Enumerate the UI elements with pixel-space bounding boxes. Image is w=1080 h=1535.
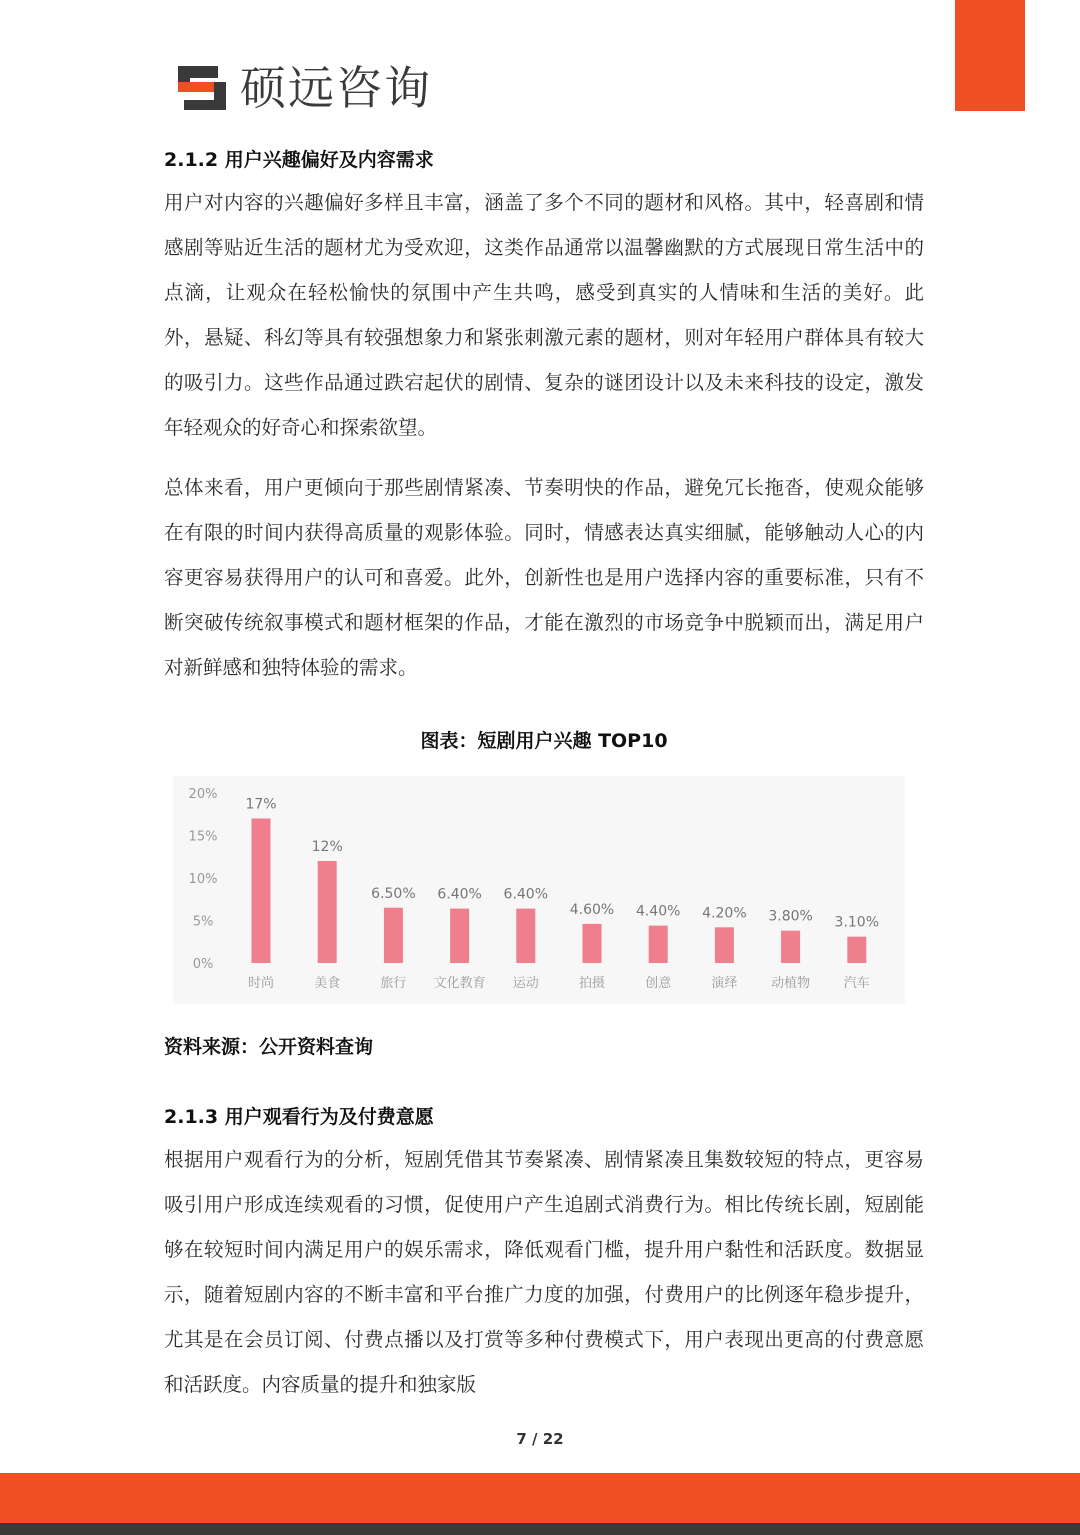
corner-accent-block	[955, 0, 1025, 111]
paragraph: 根据用户观看行为的分析，短剧凭借其节奏紧凑、剧情紧凑且集数较短的特点，更容易吸引用户形成连续观看的习惯，促使用户产生追剧式消费行为。相比传统长剧，短剧能够在较短时间内满足用户的娱乐需求，降低观看门槛，提升用户黏性和活跃度。数据显示，随着短剧内容的不断丰富和平台推广力度的加强，付费用户的比例逐年稳步提升，尤其是在会员订阅、付费点播以及打赏等多种付费模式下，用户表现出更高的付费意愿和活跃度。内容质量的提升和独家版	[164, 1148, 924, 1396]
page-content	[164, 140, 924, 1407]
data-label: 3.80%	[768, 908, 813, 925]
data-label: 3.10%	[834, 914, 880, 931]
y-tick-label: 5%	[192, 914, 214, 930]
y-tick-label: 10%	[188, 872, 218, 887]
section-heading-interest: 2.1.2 用户兴趣偏好及内容需求	[164, 149, 434, 171]
y-tick-label: 0%	[192, 957, 214, 972]
x-tick-label: 美食	[314, 976, 341, 991]
bar	[847, 937, 866, 963]
figure-source: 资料来源：公开资料查询	[164, 1036, 374, 1058]
bar-chart-svg	[173, 776, 905, 1004]
data-label: 4.40%	[635, 903, 681, 920]
s-logo-icon	[176, 64, 230, 112]
data-label: 6.50%	[371, 885, 416, 902]
bar	[252, 819, 271, 964]
x-tick-label: 动植物	[771, 976, 811, 991]
paragraph: 用户对内容的兴趣偏好多样且丰富，涵盖了多个不同的题材和风格。其中，轻喜剧和情感剧等贴近生活的题材尤为受欢迎，这类作品通常以温馨幽默的方式展现日常生活中的点滴，让观众在轻松愉快的氛围中产生共鸣，感受到真实的人情味和生活的美好。此外，悬疑、科幻等具有较强想象力和紧张刺激元素的题材，则对年轻用户群体具有较大的吸引力。这些作品通过跌宕起伏的剧情、复杂的谜团设计以及未来科技的设定，激发年轻观众的好奇心和探索欲望。	[164, 191, 924, 439]
y-tick-label: 20%	[188, 787, 218, 802]
x-tick-label: 运动	[512, 976, 539, 991]
bar	[649, 926, 668, 963]
x-tick-label: 拍摄	[578, 976, 606, 991]
bar	[384, 908, 403, 963]
data-label: 12%	[311, 839, 343, 855]
y-tick-label: 15%	[188, 829, 218, 845]
bar	[450, 909, 469, 963]
bar-chart	[173, 776, 905, 1004]
company-logo	[176, 60, 432, 116]
bar	[715, 927, 734, 963]
page-number: 7 / 22	[516, 1430, 564, 1448]
logo-text: 硕远咨询	[240, 61, 432, 115]
footer-dark-bar	[0, 1523, 1080, 1535]
x-tick-label: 演绎	[711, 976, 738, 991]
data-label: 6.40%	[437, 886, 482, 903]
data-label: 4.20%	[702, 905, 747, 922]
bar	[583, 924, 602, 963]
x-tick-label: 汽车	[843, 976, 870, 991]
data-label: 4.60%	[569, 901, 615, 918]
paragraph: 总体来看，用户更倾向于那些剧情紧凑、节奏明快的作品，避免冗长拖沓，使观众能够在有限的时间内获得高质量的观影体验。同时，情感表达真实细腻，能够触动人心的内容更容易获得用户的认可和喜爱。此外，创新性也是用户选择内容的重要标准，只有不断突破传统叙事模式和题材框架的作品，才能在激烈的市场竞争中脱颖而出，满足用户对新鲜感和独特体验的需求。	[164, 476, 924, 679]
x-tick-label: 旅行	[380, 976, 407, 991]
footer-accent-bar	[0, 1473, 1080, 1523]
x-tick-label: 时尚	[247, 976, 275, 991]
bar	[318, 861, 337, 963]
section-heading-behavior: 2.1.3 用户观看行为及付费意愿	[164, 1106, 434, 1128]
x-tick-label: 创意	[645, 976, 672, 991]
figure-title: 图表：短剧用户兴趣 TOP10	[420, 730, 668, 752]
data-label: 6.40%	[503, 886, 549, 903]
data-label: 17%	[245, 796, 277, 813]
bar	[781, 931, 800, 963]
x-tick-label: 文化教育	[433, 976, 486, 991]
bar	[516, 909, 535, 963]
